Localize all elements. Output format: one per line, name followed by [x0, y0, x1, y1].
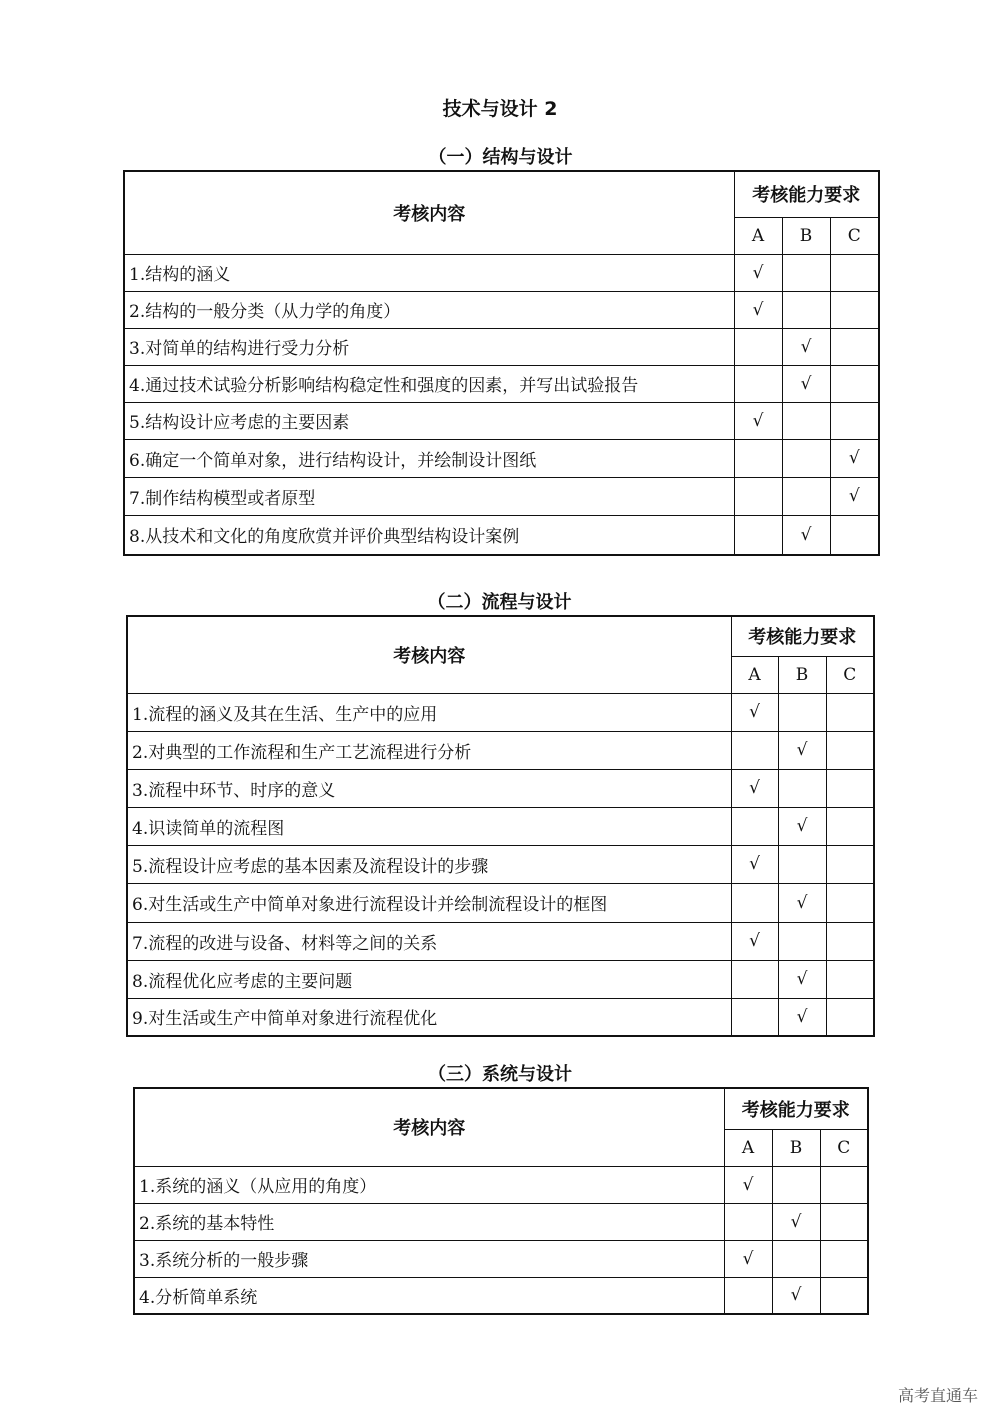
- row-text: 5.流程设计应考虑的基本因素及流程设计的步骤: [127, 845, 731, 883]
- level-a: A: [724, 1129, 772, 1166]
- mark-a: [731, 883, 778, 922]
- mark-c: [826, 998, 874, 1036]
- level-b: B: [778, 656, 826, 693]
- mark-b: √: [782, 328, 830, 365]
- mark-c: [820, 1203, 868, 1240]
- mark-c: [826, 922, 874, 960]
- table-row: [134, 1240, 868, 1277]
- watermark: 高考直通车: [897, 1386, 978, 1405]
- mark-b: [778, 845, 826, 883]
- header-ability: 考核能力要求: [734, 171, 879, 217]
- table-row: [127, 960, 874, 998]
- mark-c: [820, 1277, 868, 1314]
- mark-a: √: [724, 1240, 772, 1277]
- row-text: 4.识读简单的流程图: [127, 807, 731, 845]
- mark-b: [778, 769, 826, 807]
- mark-c: [830, 328, 879, 365]
- section-system: [133, 1063, 867, 1315]
- table-row: [124, 365, 879, 402]
- row-text: 9.对生活或生产中简单对象进行流程优化: [127, 998, 731, 1036]
- header-ability: 考核能力要求: [731, 616, 874, 656]
- mark-b: √: [772, 1277, 820, 1314]
- row-text: 4.通过技术试验分析影响结构稳定性和强度的因素，并写出试验报告: [124, 365, 734, 402]
- mark-b: [772, 1240, 820, 1277]
- mark-c: [826, 769, 874, 807]
- mark-a: [724, 1203, 772, 1240]
- mark-c: [830, 365, 879, 402]
- mark-a: [731, 731, 778, 769]
- header-content: 考核内容: [127, 616, 731, 693]
- mark-c: [826, 693, 874, 731]
- mark-b: [782, 402, 830, 439]
- mark-a: √: [731, 769, 778, 807]
- table-row: [124, 515, 879, 555]
- mark-c: [830, 291, 879, 328]
- mark-c: [820, 1240, 868, 1277]
- assessment-table: [133, 1087, 869, 1315]
- mark-a: √: [731, 845, 778, 883]
- row-text: 8.从技术和文化的角度欣赏并评价典型结构设计案例: [124, 515, 734, 555]
- mark-c: [826, 960, 874, 998]
- mark-b: √: [778, 960, 826, 998]
- mark-a: [734, 477, 782, 515]
- row-text: 7.制作结构模型或者原型: [124, 477, 734, 515]
- mark-b: [772, 1166, 820, 1203]
- mark-c: [826, 731, 874, 769]
- row-text: 3.对简单的结构进行受力分析: [124, 328, 734, 365]
- mark-b: √: [778, 807, 826, 845]
- mark-a: [731, 998, 778, 1036]
- row-text: 3.系统分析的一般步骤: [134, 1240, 724, 1277]
- row-text: 5.结构设计应考虑的主要因素: [124, 402, 734, 439]
- header-content: 考核内容: [134, 1088, 724, 1166]
- mark-c: √: [830, 439, 879, 477]
- mark-b: √: [782, 515, 830, 555]
- mark-b: √: [782, 365, 830, 402]
- row-text: 6.对生活或生产中简单对象进行流程设计并绘制流程设计的框图: [127, 883, 731, 922]
- mark-a: [734, 365, 782, 402]
- mark-c: [830, 402, 879, 439]
- table-row: [127, 731, 874, 769]
- level-a: A: [731, 656, 778, 693]
- mark-a: √: [724, 1166, 772, 1203]
- table-row: [124, 402, 879, 439]
- section-title: （三）系统与设计: [428, 1064, 572, 1085]
- section-title: （二）流程与设计: [427, 592, 572, 613]
- row-text: 7.流程的改进与设备、材料等之间的关系: [127, 922, 731, 960]
- mark-b: [778, 693, 826, 731]
- table-row: [124, 477, 879, 515]
- row-text: 1.系统的涵义（从应用的角度）: [134, 1166, 724, 1203]
- table-row: [127, 845, 874, 883]
- mark-a: [734, 439, 782, 477]
- table-row: [124, 328, 879, 365]
- table-row: [127, 998, 874, 1036]
- section-structure: [123, 146, 878, 556]
- row-text: 8.流程优化应考虑的主要问题: [127, 960, 731, 998]
- mark-b: √: [778, 731, 826, 769]
- level-b: B: [782, 217, 830, 254]
- table-row: [127, 769, 874, 807]
- mark-b: [782, 254, 830, 291]
- section-title: （一）结构与设计: [428, 147, 573, 168]
- mark-a: [731, 960, 778, 998]
- mark-a: √: [731, 693, 778, 731]
- mark-b: [778, 922, 826, 960]
- table-row: [134, 1277, 868, 1314]
- row-text: 4.分析简单系统: [134, 1277, 724, 1314]
- row-text: 2.结构的一般分类（从力学的角度）: [124, 291, 734, 328]
- assessment-table: [123, 170, 880, 556]
- row-text: 1.流程的涵义及其在生活、生产中的应用: [127, 693, 731, 731]
- table-row: [134, 1203, 868, 1240]
- mark-c: [820, 1166, 868, 1203]
- table-row: [127, 807, 874, 845]
- level-c: C: [820, 1129, 868, 1166]
- header-ability: 考核能力要求: [724, 1088, 868, 1129]
- table-row: [127, 922, 874, 960]
- mark-b: [782, 439, 830, 477]
- mark-b: [782, 477, 830, 515]
- row-text: 6.确定一个简单对象，进行结构设计，并绘制设计图纸: [124, 439, 734, 477]
- table-row: [124, 254, 879, 291]
- assessment-table: [126, 615, 875, 1037]
- section-process: [126, 591, 873, 1037]
- page-title: 技术与设计 2: [442, 98, 558, 120]
- mark-a: [724, 1277, 772, 1314]
- mark-c: [826, 845, 874, 883]
- header-content: 考核内容: [124, 171, 734, 254]
- row-text: 2.对典型的工作流程和生产工艺流程进行分析: [127, 731, 731, 769]
- row-text: 2.系统的基本特性: [134, 1203, 724, 1240]
- row-text: 1.结构的涵义: [124, 254, 734, 291]
- mark-a: [731, 807, 778, 845]
- mark-b: √: [778, 998, 826, 1036]
- mark-a: √: [734, 402, 782, 439]
- mark-a: √: [734, 291, 782, 328]
- mark-c: [830, 254, 879, 291]
- mark-a: [734, 515, 782, 555]
- level-b: B: [772, 1129, 820, 1166]
- mark-b: √: [778, 883, 826, 922]
- table-row: [127, 883, 874, 922]
- table-row: [134, 1166, 868, 1203]
- row-text: 3.流程中环节、时序的意义: [127, 769, 731, 807]
- mark-c: √: [830, 477, 879, 515]
- level-c: C: [830, 217, 879, 254]
- mark-c: [830, 515, 879, 555]
- mark-b: [782, 291, 830, 328]
- table-row: [124, 439, 879, 477]
- level-a: A: [734, 217, 782, 254]
- table-row: [127, 693, 874, 731]
- level-c: C: [826, 656, 874, 693]
- mark-a: √: [731, 922, 778, 960]
- table-row: [124, 291, 879, 328]
- mark-b: √: [772, 1203, 820, 1240]
- mark-c: [826, 883, 874, 922]
- mark-a: √: [734, 254, 782, 291]
- mark-c: [826, 807, 874, 845]
- mark-a: [734, 328, 782, 365]
